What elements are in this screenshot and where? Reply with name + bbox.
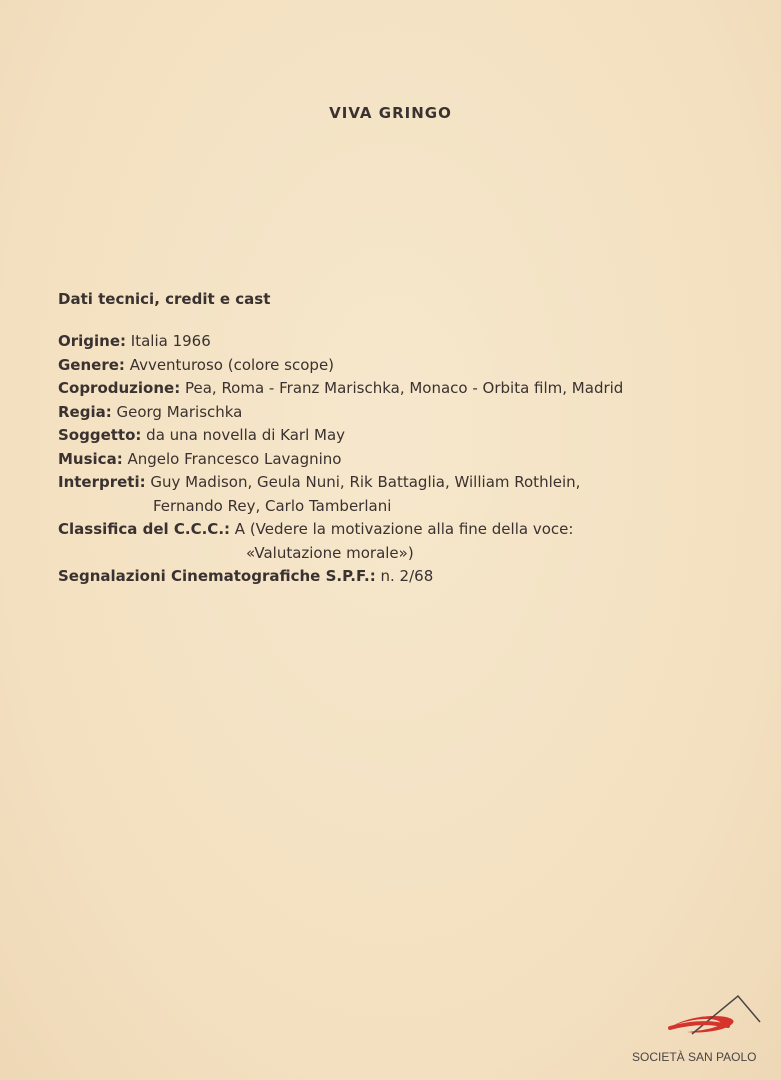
credit-label: Soggetto: bbox=[58, 426, 142, 444]
credit-genere bbox=[58, 354, 758, 378]
credit-coproduzione bbox=[58, 377, 758, 401]
credit-label: Coproduzione: bbox=[58, 379, 181, 397]
credit-label: Classifica del C.C.C.: bbox=[58, 520, 231, 538]
credit-classifica-continued bbox=[58, 542, 758, 566]
credit-value: A (Vedere la motivazione alla fine della voce: bbox=[230, 520, 574, 538]
film-title: VIVA GRINGO bbox=[329, 104, 452, 122]
credit-label: Interpreti: bbox=[58, 473, 146, 491]
credit-label: Origine: bbox=[58, 332, 127, 350]
credit-value: Avventuroso (colore scope) bbox=[124, 355, 335, 374]
credit-interpreti-continued bbox=[58, 495, 758, 519]
credit-musica bbox=[58, 448, 758, 472]
credit-label: Musica: bbox=[58, 449, 123, 468]
credit-soggetto bbox=[58, 424, 758, 448]
publisher-logo-icon bbox=[632, 988, 772, 1048]
credit-label: Regia: bbox=[58, 402, 112, 421]
credit-value: Fernando Rey, Carlo Tamberlani bbox=[153, 496, 392, 515]
credit-label: Segnalazioni Cinematografiche S.P.F.: bbox=[58, 567, 376, 585]
credit-classifica bbox=[58, 518, 758, 542]
credit-regia bbox=[58, 401, 758, 425]
publisher-logo-text: SOCIETÀ SAN PAOLO bbox=[632, 1050, 757, 1064]
credit-interpreti bbox=[58, 471, 758, 495]
credit-value: da una novella di Karl May bbox=[141, 426, 346, 444]
credit-value: Angelo Francesco Lavagnino bbox=[122, 449, 342, 468]
credit-label: Genere: bbox=[58, 355, 125, 374]
credit-value: «Valutazione morale») bbox=[246, 543, 414, 562]
credit-value: Pea, Roma - Franz Marischka, Monaco - Orbita film, Madrid bbox=[180, 379, 624, 397]
section-heading: Dati tecnici, credit e cast bbox=[58, 290, 271, 308]
publisher-logo bbox=[632, 988, 772, 1068]
credit-value: n. 2/68 bbox=[375, 567, 434, 585]
credits-list bbox=[58, 330, 758, 589]
credit-value: Guy Madison, Geula Nuni, Rik Battaglia, William Rothlein, bbox=[145, 473, 581, 491]
credit-value: Italia 1966 bbox=[126, 332, 211, 350]
credit-segnalazioni bbox=[58, 565, 758, 589]
credit-value: Georg Marischka bbox=[111, 402, 243, 421]
credit-origine bbox=[58, 330, 758, 354]
